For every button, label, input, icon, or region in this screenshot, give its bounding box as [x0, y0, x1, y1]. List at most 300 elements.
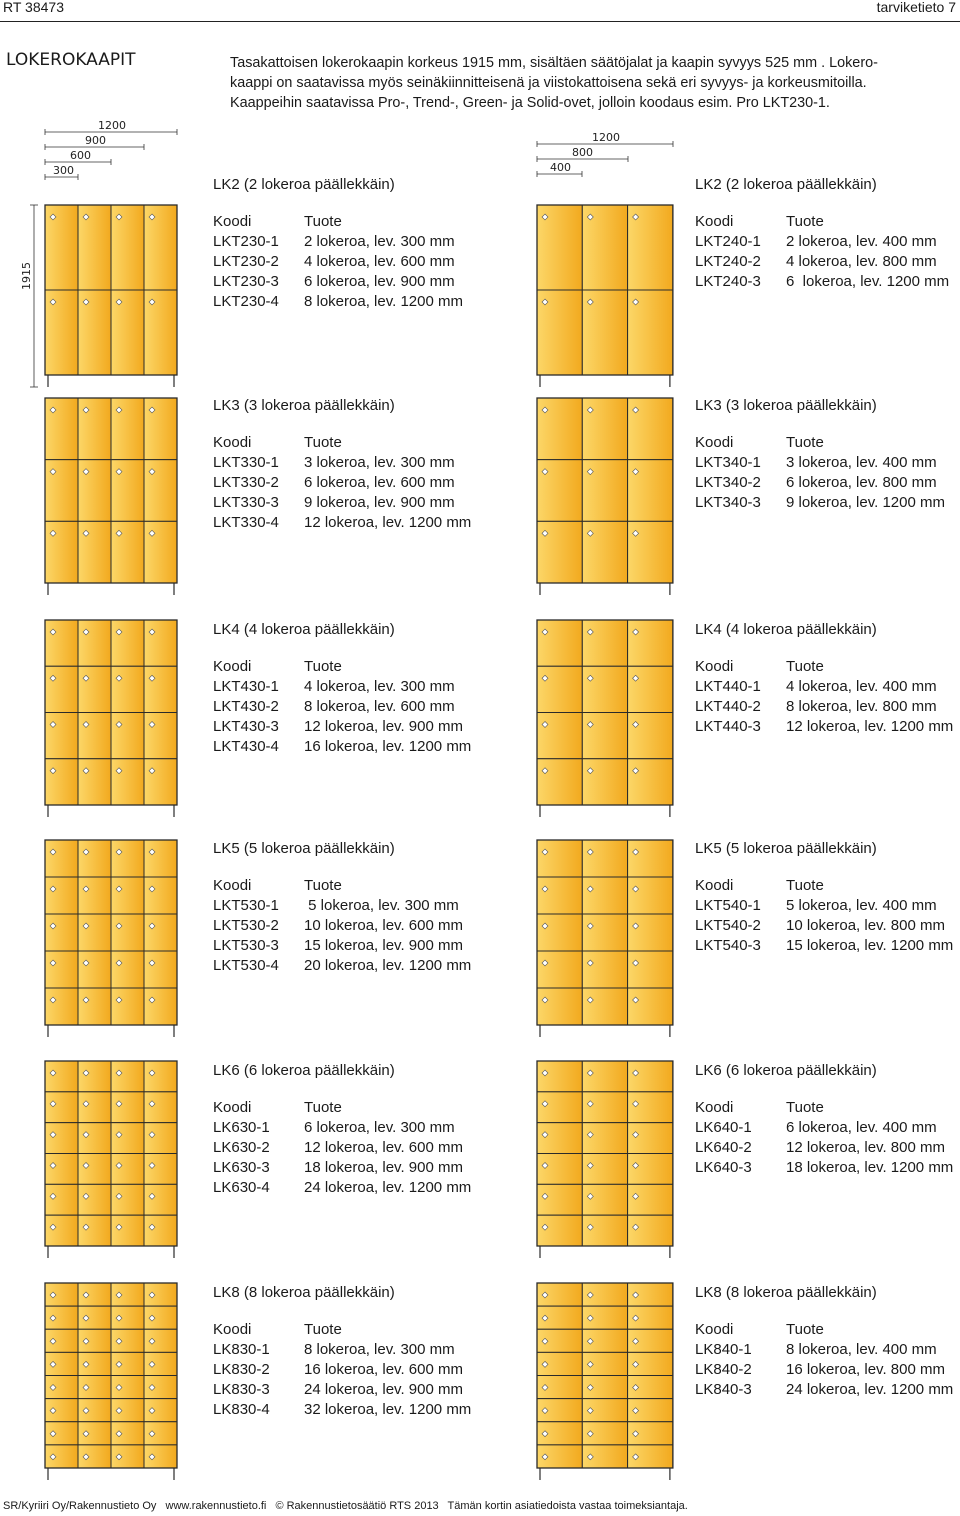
locker-door — [45, 205, 78, 290]
product-code: LK630-4 — [213, 1179, 270, 1196]
locker-door — [111, 840, 144, 877]
locker-door — [78, 914, 111, 951]
locker-door — [111, 1422, 144, 1445]
product-code: LKT340-1 — [695, 454, 761, 471]
table-row — [213, 1380, 471, 1400]
block-title: LK8 (8 lokeroa päällekkäin) — [213, 1284, 395, 1301]
locker-door — [45, 1376, 78, 1399]
locker-door — [628, 398, 673, 460]
product-code: LKT240-1 — [695, 233, 761, 250]
locker-door — [537, 713, 582, 759]
table-row — [213, 513, 471, 533]
block-title: LK3 (3 lokeroa päällekkäin) — [213, 397, 395, 414]
product-description: 2 lokeroa, lev. 300 mm — [304, 233, 455, 250]
locker-door — [537, 840, 582, 877]
locker-door — [582, 951, 627, 988]
table-row — [213, 232, 463, 252]
locker-door — [45, 1184, 78, 1215]
product-code: LK640-1 — [695, 1119, 752, 1136]
locker-door — [537, 988, 582, 1025]
locker-door — [144, 460, 177, 522]
locker-door — [78, 988, 111, 1025]
locker-door — [45, 951, 78, 988]
locker-door — [628, 666, 673, 712]
product-code: LK830-1 — [213, 1341, 270, 1358]
product-code: LKT430-2 — [213, 698, 279, 715]
product-code: LKT540-2 — [695, 917, 761, 934]
product-description: 4 lokeroa, lev. 300 mm — [304, 678, 455, 695]
locker-door — [78, 1154, 111, 1185]
table-header — [213, 1098, 471, 1118]
locker-door — [111, 1184, 144, 1215]
table-row — [213, 1138, 471, 1158]
product-description: 8 lokeroa, lev. 800 mm — [786, 698, 937, 715]
table-row — [695, 697, 953, 717]
product-code: LKT530-1 — [213, 897, 279, 914]
product-description: 8 lokeroa, lev. 1200 mm — [304, 293, 463, 310]
locker-door — [78, 1215, 111, 1246]
locker-door — [144, 1061, 177, 1092]
locker-door — [144, 290, 177, 375]
locker-door — [628, 951, 673, 988]
locker-door — [537, 951, 582, 988]
product-code: LKT440-2 — [695, 698, 761, 715]
locker-door — [78, 1376, 111, 1399]
locker-door — [45, 620, 78, 666]
product-code: LK840-3 — [695, 1381, 752, 1398]
footer — [3, 1500, 694, 1512]
product-code: LKT330-3 — [213, 494, 279, 511]
locker-door — [582, 1154, 627, 1185]
locker-door — [144, 620, 177, 666]
block-title: LK3 (3 lokeroa päällekkäin) — [695, 397, 877, 414]
product-block-right — [695, 175, 949, 292]
product-code: LKT530-2 — [213, 917, 279, 934]
locker-door — [78, 620, 111, 666]
product-code: LK840-1 — [695, 1341, 752, 1358]
product-description: 2 lokeroa, lev. 400 mm — [786, 233, 937, 250]
locker-door — [111, 1123, 144, 1154]
product-code: LKT440-1 — [695, 678, 761, 695]
locker-door — [628, 1061, 673, 1092]
locker-door — [628, 1154, 673, 1185]
locker-door — [45, 398, 78, 460]
locker-door — [45, 1352, 78, 1375]
product-code: LKT230-2 — [213, 253, 279, 270]
document-id: RT 38473 — [3, 0, 64, 15]
product-table — [213, 1098, 471, 1198]
locker-door — [45, 713, 78, 759]
header-product: Tuote — [304, 1099, 342, 1116]
block-title: LK4 (4 lokeroa päällekkäin) — [695, 621, 877, 638]
locker-door — [78, 1283, 111, 1306]
locker-door — [111, 1445, 144, 1468]
block-title: LK6 (6 lokeroa päällekkäin) — [695, 1062, 877, 1079]
dim-r-label-400: 400 — [550, 161, 571, 174]
locker-door — [111, 1376, 144, 1399]
locker-door — [582, 460, 627, 522]
product-block-left — [213, 620, 471, 757]
locker-door — [144, 951, 177, 988]
product-description: 6 lokeroa, lev. 400 mm — [786, 1119, 937, 1136]
product-description: 6 lokeroa, lev. 600 mm — [304, 474, 455, 491]
table-row — [695, 1340, 953, 1360]
product-table — [213, 433, 471, 533]
product-code: LKT330-4 — [213, 514, 279, 531]
product-code: LKT330-1 — [213, 454, 279, 471]
locker-door — [144, 1399, 177, 1422]
header-product: Tuote — [304, 1321, 342, 1338]
product-description: 32 lokeroa, lev. 1200 mm — [304, 1401, 472, 1418]
product-description: 6 lokeroa, lev. 300 mm — [304, 1119, 455, 1136]
locker-door — [537, 620, 582, 666]
locker-door — [582, 914, 627, 951]
locker-door — [582, 1184, 627, 1215]
product-description: 12 lokeroa, lev. 1200 mm — [304, 514, 472, 531]
table-row — [213, 677, 471, 697]
locker-door — [111, 521, 144, 583]
table-row — [695, 272, 949, 292]
locker-door — [144, 1422, 177, 1445]
product-code: LKT240-3 — [695, 273, 761, 290]
locker-door — [45, 1154, 78, 1185]
product-description: 15 lokeroa, lev. 900 mm — [304, 937, 463, 954]
header-product: Tuote — [786, 213, 824, 230]
header-code: Koodi — [213, 434, 252, 451]
table-row — [695, 896, 953, 916]
locker-door — [582, 398, 627, 460]
locker-door — [45, 1215, 78, 1246]
product-description: 24 lokeroa, lev. 900 mm — [304, 1381, 463, 1398]
table-row — [695, 453, 945, 473]
locker-door — [582, 1215, 627, 1246]
locker-door — [144, 1184, 177, 1215]
product-block-right — [695, 620, 953, 737]
header-product: Tuote — [304, 434, 342, 451]
block-title: LK2 (2 lokeroa päällekkäin) — [695, 176, 877, 193]
locker-door — [582, 1061, 627, 1092]
locker-door — [628, 759, 673, 805]
locker-door — [45, 1092, 78, 1123]
block-title: LK5 (5 lokeroa päällekkäin) — [213, 840, 395, 857]
locker-door — [78, 1306, 111, 1329]
table-row — [213, 1178, 471, 1198]
locker-door — [628, 713, 673, 759]
locker-door — [144, 1306, 177, 1329]
locker-door — [537, 759, 582, 805]
header-product: Tuote — [786, 434, 824, 451]
locker-door — [111, 1399, 144, 1422]
product-code: LKT540-1 — [695, 897, 761, 914]
locker-door — [628, 620, 673, 666]
locker-door — [537, 666, 582, 712]
locker-door — [111, 460, 144, 522]
locker-door — [144, 1215, 177, 1246]
product-code: LK640-3 — [695, 1159, 752, 1176]
product-description: 18 lokeroa, lev. 1200 mm — [786, 1159, 954, 1176]
table-row — [213, 737, 471, 757]
product-table — [213, 212, 463, 312]
header-product: Tuote — [304, 877, 342, 894]
product-description: 8 lokeroa, lev. 600 mm — [304, 698, 455, 715]
header-code: Koodi — [213, 877, 252, 894]
locker-door — [45, 1329, 78, 1352]
locker-door — [111, 1092, 144, 1123]
locker-door — [111, 1154, 144, 1185]
product-description: 9 lokeroa, lev. 900 mm — [304, 494, 455, 511]
product-code: LK830-2 — [213, 1361, 270, 1378]
locker-door — [78, 521, 111, 583]
product-description: 10 lokeroa, lev. 600 mm — [304, 917, 463, 934]
table-header — [213, 212, 463, 232]
locker-door — [537, 1092, 582, 1123]
header-product: Tuote — [786, 658, 824, 675]
dim-r-label-800: 800 — [572, 146, 593, 159]
product-code: LKT340-2 — [695, 474, 761, 491]
locker-door — [582, 1092, 627, 1123]
table-header — [695, 212, 949, 232]
locker-door — [537, 460, 582, 522]
product-table — [695, 1098, 953, 1178]
table-header — [213, 657, 471, 677]
product-code: LKT230-4 — [213, 293, 279, 310]
locker-door — [537, 914, 582, 951]
locker-door — [144, 1283, 177, 1306]
table-row — [695, 232, 949, 252]
table-row — [213, 453, 471, 473]
locker-door — [111, 666, 144, 712]
product-code: LKT530-3 — [213, 937, 279, 954]
dim-label-1200: 1200 — [98, 119, 126, 132]
header-code: Koodi — [213, 213, 252, 230]
table-header — [213, 876, 471, 896]
locker-door — [111, 1306, 144, 1329]
product-description: 5 lokeroa, lev. 400 mm — [786, 897, 937, 914]
locker-door — [537, 1123, 582, 1154]
locker-door — [45, 1445, 78, 1468]
locker-door — [537, 1215, 582, 1246]
locker-door — [111, 1283, 144, 1306]
header-code: Koodi — [695, 213, 734, 230]
table-row — [213, 1400, 471, 1420]
locker-door — [628, 1215, 673, 1246]
locker-door — [111, 759, 144, 805]
footer-url[interactable]: www.rakennustieto.fi — [165, 1500, 267, 1512]
locker-door — [78, 1184, 111, 1215]
locker-door — [78, 759, 111, 805]
table-row — [213, 896, 471, 916]
product-code: LKT230-1 — [213, 233, 279, 250]
product-description: 12 lokeroa, lev. 800 mm — [786, 1139, 945, 1156]
locker-door — [45, 1283, 78, 1306]
locker-door — [628, 840, 673, 877]
locker-door — [537, 877, 582, 914]
intro-line: Kaappeihin saatavissa Pro-, Trend-, Green- ja Solid-ovet, jolloin koodaus esim. Pro LKT230-1. — [230, 95, 830, 111]
locker-door — [582, 713, 627, 759]
product-code: LKT330-2 — [213, 474, 279, 491]
product-table — [695, 876, 953, 956]
locker-door — [628, 1092, 673, 1123]
table-row — [213, 1158, 471, 1178]
table-row — [213, 1360, 471, 1380]
table-row — [213, 252, 463, 272]
header-code: Koodi — [695, 877, 734, 894]
product-description: 8 lokeroa, lev. 400 mm — [786, 1341, 937, 1358]
locker-door — [45, 877, 78, 914]
product-code: LK630-3 — [213, 1159, 270, 1176]
product-block-left — [213, 1061, 471, 1198]
product-table — [213, 657, 471, 757]
locker-door — [111, 914, 144, 951]
locker-door — [144, 666, 177, 712]
product-code: LKT240-2 — [695, 253, 761, 270]
locker-door — [45, 1123, 78, 1154]
locker-door — [628, 460, 673, 522]
product-code: LK630-2 — [213, 1139, 270, 1156]
product-block-right — [695, 1061, 953, 1178]
product-code: LK640-2 — [695, 1139, 752, 1156]
locker-door — [111, 1061, 144, 1092]
footer-disclaimer: Tämän kortin asiatiedoista vastaa toimeksiantaja. — [447, 1500, 688, 1512]
product-code: LKT430-4 — [213, 738, 279, 755]
locker-door — [628, 914, 673, 951]
header-product: Tuote — [304, 658, 342, 675]
locker-door — [582, 521, 627, 583]
page-label: tarviketieto 7 — [876, 0, 956, 15]
product-block-right — [695, 1283, 953, 1400]
locker-door — [144, 1092, 177, 1123]
locker-door — [537, 398, 582, 460]
table-row — [213, 956, 471, 976]
product-description: 6 lokeroa, lev. 800 mm — [786, 474, 937, 491]
product-table — [695, 1320, 953, 1400]
table-header — [695, 657, 953, 677]
locker-door — [78, 398, 111, 460]
product-description: 20 lokeroa, lev. 1200 mm — [304, 957, 472, 974]
locker-door — [78, 1092, 111, 1123]
locker-door — [537, 1154, 582, 1185]
locker-door — [628, 988, 673, 1025]
locker-door — [111, 713, 144, 759]
locker-door — [45, 666, 78, 712]
product-code: LK630-1 — [213, 1119, 270, 1136]
table-header — [213, 433, 471, 453]
locker-door — [144, 1329, 177, 1352]
locker-door — [78, 205, 111, 290]
locker-door — [45, 759, 78, 805]
locker-door — [45, 840, 78, 877]
table-row — [695, 677, 953, 697]
locker-door — [45, 521, 78, 583]
locker-door — [582, 1123, 627, 1154]
product-description: 18 lokeroa, lev. 900 mm — [304, 1159, 463, 1176]
locker-door — [144, 1123, 177, 1154]
product-code: LKT430-1 — [213, 678, 279, 695]
table-row — [695, 1158, 953, 1178]
locker-door — [78, 951, 111, 988]
table-row — [695, 936, 953, 956]
table-header — [695, 876, 953, 896]
locker-door — [582, 620, 627, 666]
locker-door — [144, 914, 177, 951]
table-row — [213, 697, 471, 717]
locker-door — [144, 840, 177, 877]
product-table — [695, 433, 945, 513]
product-description: 24 lokeroa, lev. 1200 mm — [304, 1179, 472, 1196]
product-block-left — [213, 175, 463, 312]
locker-door — [78, 1352, 111, 1375]
locker-door — [78, 1422, 111, 1445]
block-title: LK5 (5 lokeroa päällekkäin) — [695, 840, 877, 857]
locker-door — [78, 877, 111, 914]
table-row — [213, 292, 463, 312]
table-row — [695, 1118, 953, 1138]
locker-door — [111, 988, 144, 1025]
header-code: Koodi — [695, 434, 734, 451]
locker-door — [537, 1184, 582, 1215]
locker-door — [111, 877, 144, 914]
locker-door — [537, 521, 582, 583]
dim-label-height: 1915 — [20, 262, 33, 290]
locker-door — [582, 666, 627, 712]
product-description: 8 lokeroa, lev. 300 mm — [304, 1341, 455, 1358]
product-description: 12 lokeroa, lev. 900 mm — [304, 718, 463, 735]
product-description: 9 lokeroa, lev. 1200 mm — [786, 494, 945, 511]
table-row — [213, 717, 471, 737]
table-row — [695, 473, 945, 493]
locker-door — [78, 666, 111, 712]
locker-door — [144, 205, 177, 290]
locker-door — [78, 840, 111, 877]
product-code: LKT340-3 — [695, 494, 761, 511]
locker-door — [78, 460, 111, 522]
dim-label-600: 600 — [70, 149, 91, 162]
product-description: 12 lokeroa, lev. 1200 mm — [786, 718, 954, 735]
locker-door — [628, 1184, 673, 1215]
table-header — [695, 433, 945, 453]
locker-door — [111, 398, 144, 460]
product-description: 6 lokeroa, lev. 1200 mm — [786, 273, 950, 290]
locker-door — [45, 914, 78, 951]
locker-door — [144, 1352, 177, 1375]
product-table — [695, 657, 953, 737]
table-row — [695, 717, 953, 737]
locker-door — [582, 759, 627, 805]
locker-door — [45, 1399, 78, 1422]
locker-door — [144, 1445, 177, 1468]
locker-door — [111, 205, 144, 290]
locker-door — [78, 1061, 111, 1092]
product-description: 15 lokeroa, lev. 1200 mm — [786, 937, 954, 954]
table-header — [213, 1320, 471, 1340]
locker-door — [45, 988, 78, 1025]
locker-door — [144, 759, 177, 805]
table-row — [695, 1380, 953, 1400]
locker-door — [628, 877, 673, 914]
locker-door — [111, 1329, 144, 1352]
product-description: 16 lokeroa, lev. 1200 mm — [304, 738, 472, 755]
product-code: LK840-2 — [695, 1361, 752, 1378]
product-description: 16 lokeroa, lev. 800 mm — [786, 1361, 945, 1378]
table-row — [213, 936, 471, 956]
header-code: Koodi — [213, 1099, 252, 1116]
header-product: Tuote — [786, 877, 824, 894]
header-code: Koodi — [695, 658, 734, 675]
product-description: 4 lokeroa, lev. 600 mm — [304, 253, 455, 270]
locker-door — [582, 988, 627, 1025]
block-title: LK4 (4 lokeroa päällekkäin) — [213, 621, 395, 638]
header-code: Koodi — [695, 1099, 734, 1116]
